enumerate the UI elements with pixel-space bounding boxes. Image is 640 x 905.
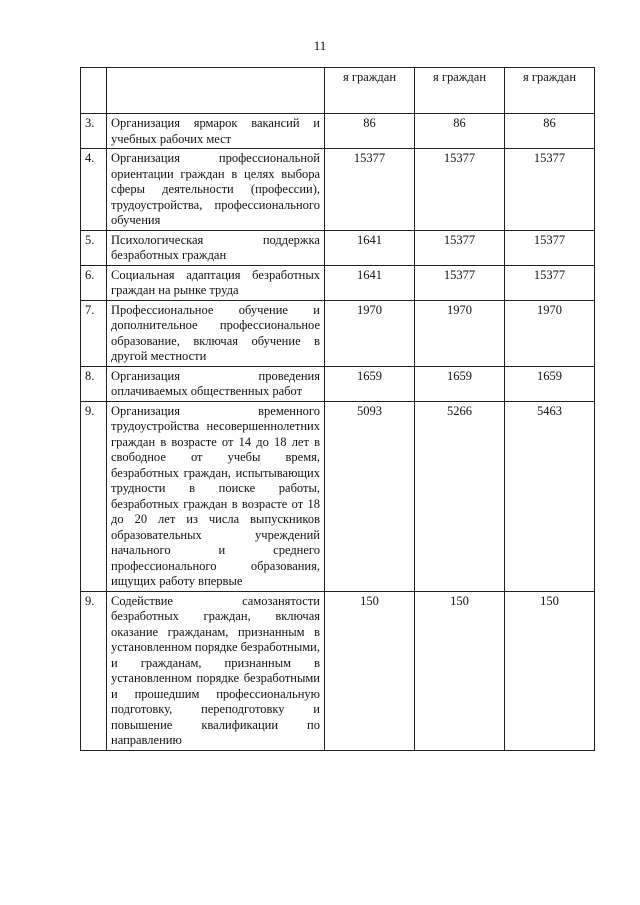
value-col2: 150 <box>415 591 505 750</box>
service-name: Профессиональное обучение и дополнительное профессиональное образование, включая обучение в другой местности <box>107 300 325 366</box>
row-number: 8. <box>81 366 107 401</box>
table-row <box>81 591 595 750</box>
value-col3: 15377 <box>505 265 595 300</box>
row-number: 7. <box>81 300 107 366</box>
table-row <box>81 114 595 149</box>
service-name: Организация проведения оплачиваемых общественных работ <box>107 366 325 401</box>
row-number: 9. <box>81 401 107 591</box>
value-col1: 1659 <box>325 366 415 401</box>
page-number: 11 <box>313 38 327 53</box>
header-cell-num <box>81 68 107 114</box>
value-col1: 86 <box>325 114 415 149</box>
value-col3: 1659 <box>505 366 595 401</box>
row-number: 5. <box>81 230 107 265</box>
value-col3: 1970 <box>505 300 595 366</box>
value-col3: 5463 <box>505 401 595 591</box>
header-cell-col1: я граждан <box>325 68 415 114</box>
service-name: Социальная адаптация безработных граждан на рынке труда <box>107 265 325 300</box>
row-number: 3. <box>81 114 107 149</box>
table-row <box>81 230 595 265</box>
service-name: Организация профессиональной ориентации граждан в целях выбора сферы деятельности (профессии), трудоустройства, профессионального обучения <box>107 149 325 231</box>
table-row <box>81 366 595 401</box>
header-cell-col3: я граждан <box>505 68 595 114</box>
value-col2: 15377 <box>415 230 505 265</box>
table-row <box>81 265 595 300</box>
row-number: 6. <box>81 265 107 300</box>
value-col2: 86 <box>415 114 505 149</box>
row-number: 4. <box>81 149 107 231</box>
value-col3: 15377 <box>505 230 595 265</box>
table-header-row <box>81 68 595 114</box>
value-col1: 150 <box>325 591 415 750</box>
value-col2: 1659 <box>415 366 505 401</box>
header-cell-col2: я граждан <box>415 68 505 114</box>
value-col2: 15377 <box>415 149 505 231</box>
value-col2: 5266 <box>415 401 505 591</box>
value-col3: 150 <box>505 591 595 750</box>
value-col3: 86 <box>505 114 595 149</box>
service-name: Психологическая поддержка безработных граждан <box>107 230 325 265</box>
table-row <box>81 401 595 591</box>
value-col1: 1970 <box>325 300 415 366</box>
value-col2: 1970 <box>415 300 505 366</box>
value-col1: 1641 <box>325 230 415 265</box>
value-col2: 15377 <box>415 265 505 300</box>
services-table <box>80 67 595 751</box>
table-row <box>81 300 595 366</box>
table-row <box>81 149 595 231</box>
value-col1: 15377 <box>325 149 415 231</box>
header-cell-name <box>107 68 325 114</box>
value-col3: 15377 <box>505 149 595 231</box>
service-name: Организация ярмарок вакансий и учебных рабочих мест <box>107 114 325 149</box>
service-name: Содействие самозанятости безработных граждан, включая оказание гражданам, признанным в установленном порядке безработными, и гражданам, признанным в установленном порядке безработными и прошедшим профессиональную подготовку, переподготовку и повышение квалификации по направлению <box>107 591 325 750</box>
value-col1: 1641 <box>325 265 415 300</box>
value-col1: 5093 <box>325 401 415 591</box>
service-name: Организация временного трудоустройства несовершеннолетних граждан в возрасте от 14 до 18 лет в свободное от учебы время, безработных граждан, испытывающих трудности в поиске работы, безработных граждан в возрасте от 18 до 20 лет из числа выпускников образовательных учреждений начального и среднего профессионального образования, ищущих работу впервые <box>107 401 325 591</box>
row-number: 9. <box>81 591 107 750</box>
